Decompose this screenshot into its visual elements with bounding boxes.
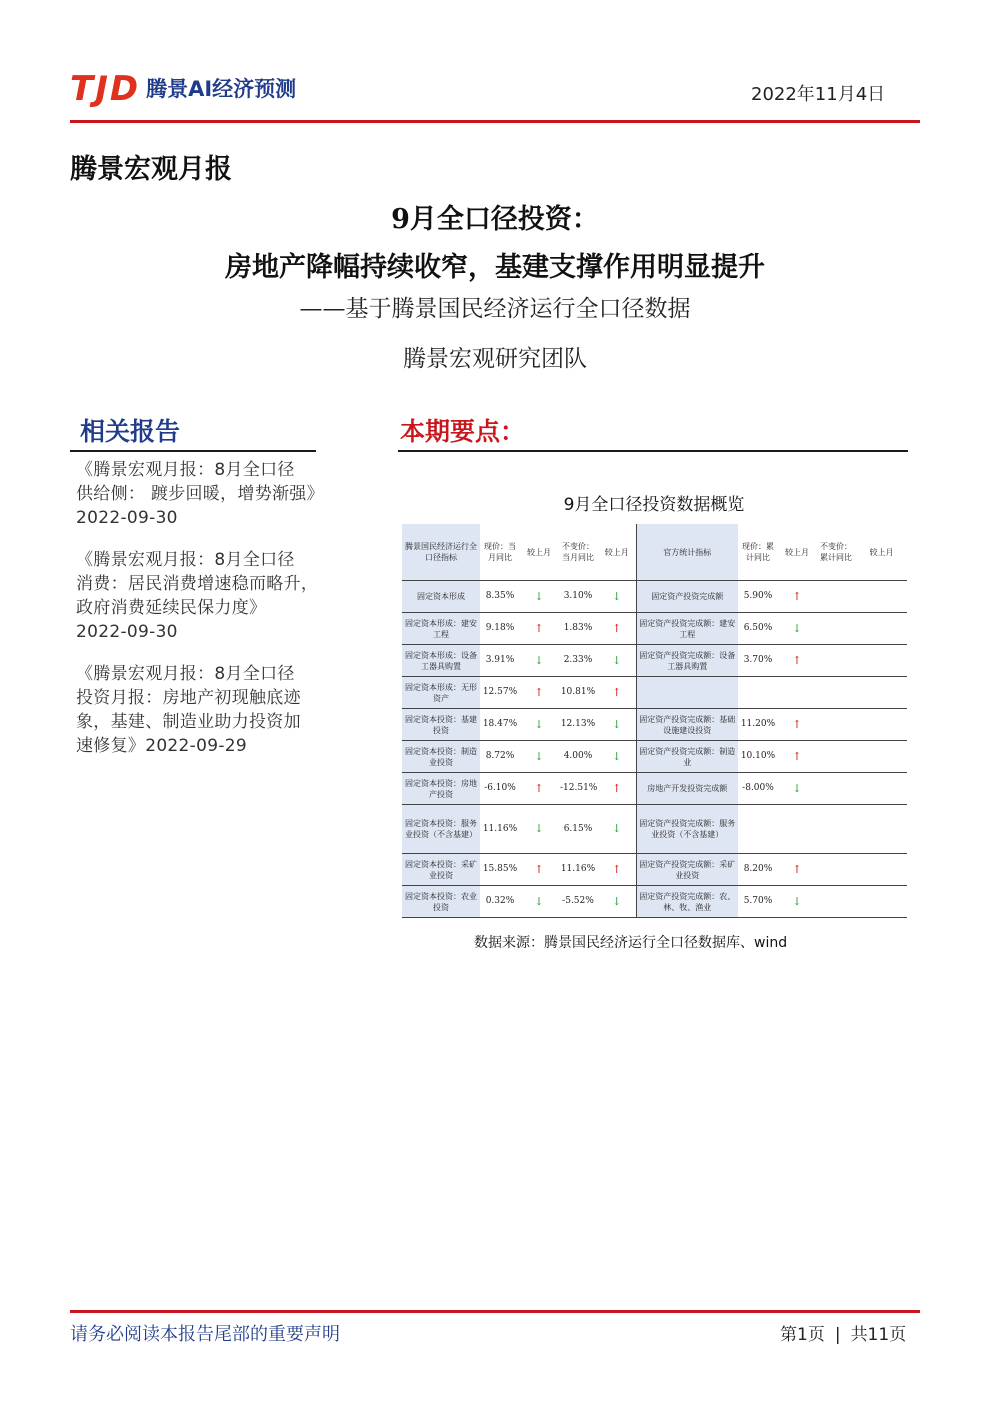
table-header-cell: 现价：累计同比: [738, 524, 778, 581]
logo-text: 腾景AI经济预测: [146, 77, 297, 101]
trend-cell: [856, 886, 907, 918]
trend-cell: [778, 886, 816, 918]
value-cell: [738, 677, 778, 709]
report-title-line: 《腾景宏观月报：8月全口径: [76, 664, 295, 684]
value-cell: -8.00%: [738, 773, 778, 805]
down-arrow-icon: ↓: [534, 653, 544, 667]
indicator-label-cell: 固定资产投资完成额：采矿业投资: [636, 854, 738, 886]
trend-cell: [520, 645, 558, 677]
trend-cell: [598, 581, 636, 613]
trend-cell: [520, 613, 558, 645]
indicator-label-cell: [636, 677, 738, 709]
table-header-cell: 腾景国民经济运行全口径指标: [402, 524, 480, 581]
value-cell: -12.51%: [558, 773, 598, 805]
trend-cell: [520, 677, 558, 709]
value-cell: 8.35%: [480, 581, 520, 613]
related-reports-list: [76, 458, 332, 776]
trend-cell: [778, 613, 816, 645]
report-title-line: 速修复》2022-09-29: [76, 736, 247, 756]
table-header-cell: 较上月: [778, 524, 816, 581]
value-cell: 8.72%: [480, 741, 520, 773]
trend-cell: [598, 773, 636, 805]
related-reports-heading: 相关报告: [80, 417, 181, 446]
value-cell: -6.10%: [480, 773, 520, 805]
value-cell: 18.47%: [480, 709, 520, 741]
down-arrow-icon: ↓: [534, 749, 544, 763]
page-separator: |: [834, 1325, 841, 1345]
page-total: 共11页: [850, 1325, 907, 1345]
related-report[interactable]: [76, 662, 332, 758]
up-arrow-icon: ↑: [612, 621, 622, 635]
trend-cell: [520, 805, 558, 854]
trend-cell: [598, 805, 636, 854]
trend-cell: [598, 886, 636, 918]
value-cell: 5.70%: [738, 886, 778, 918]
value-cell: [816, 773, 856, 805]
footer-divider: [70, 1310, 920, 1313]
up-arrow-icon: ↑: [792, 862, 802, 876]
table-row: [402, 854, 907, 886]
value-cell: 11.16%: [480, 805, 520, 854]
report-title-line: 《腾景宏观月报：8月全口径: [76, 550, 295, 570]
value-cell: 15.85%: [480, 854, 520, 886]
table-header-cell: 较上月: [520, 524, 558, 581]
table-row: [402, 886, 907, 918]
trend-cell: [856, 741, 907, 773]
value-cell: 12.13%: [558, 709, 598, 741]
report-title: 9月全口径投资：: [391, 204, 599, 235]
table-row: [402, 805, 907, 854]
value-cell: [816, 709, 856, 741]
down-arrow-icon: ↓: [792, 781, 802, 795]
report-date: 2022年11月4日: [751, 84, 886, 105]
value-cell: [738, 805, 778, 854]
trend-cell: [598, 709, 636, 741]
disclaimer-notice: 请务必阅读本报告尾部的重要声明: [70, 1324, 340, 1345]
series-title: 腾景宏观月报: [70, 154, 232, 185]
trend-cell: [856, 805, 907, 854]
table-row: [402, 613, 907, 645]
trend-cell: [778, 709, 816, 741]
up-arrow-icon: ↑: [612, 781, 622, 795]
trend-cell: [778, 581, 816, 613]
up-arrow-icon: ↑: [534, 862, 544, 876]
up-arrow-icon: ↑: [792, 653, 802, 667]
up-arrow-icon: ↑: [534, 781, 544, 795]
value-cell: 4.00%: [558, 741, 598, 773]
trend-cell: [778, 805, 816, 854]
table-header-cell: 现价：当月同比: [480, 524, 520, 581]
indicator-label-cell: 房地产开发投资完成额: [636, 773, 738, 805]
brand-logo: [70, 69, 297, 109]
indicator-label-cell: 固定资本投资：服务业投资（不含基建）: [402, 805, 480, 854]
trend-cell: [598, 854, 636, 886]
report-title-line: 政府消费延续民保力度》: [76, 598, 267, 618]
down-arrow-icon: ↓: [534, 894, 544, 908]
down-arrow-icon: ↓: [792, 621, 802, 635]
trend-cell: [598, 645, 636, 677]
indicator-label-cell: 固定资本形成: [402, 581, 480, 613]
page-indicator: [780, 1320, 906, 1345]
table-header-cell: 官方统计指标: [636, 524, 738, 581]
value-cell: 11.16%: [558, 854, 598, 886]
down-arrow-icon: ↓: [612, 653, 622, 667]
trend-cell: [856, 581, 907, 613]
value-cell: 10.10%: [738, 741, 778, 773]
trend-cell: [856, 773, 907, 805]
indicator-label-cell: 固定资产投资完成额：设备工器具购置: [636, 645, 738, 677]
table-header-row: [402, 524, 907, 581]
table-title: 9月全口径投资数据概览: [563, 495, 745, 515]
value-cell: [816, 645, 856, 677]
value-cell: -5.52%: [558, 886, 598, 918]
value-cell: 6.50%: [738, 613, 778, 645]
trend-cell: [598, 741, 636, 773]
trend-cell: [520, 854, 558, 886]
down-arrow-icon: ↓: [612, 894, 622, 908]
value-cell: 10.81%: [558, 677, 598, 709]
table-header-cell: 不变价：当月同比: [558, 524, 598, 581]
value-cell: [816, 581, 856, 613]
table-row: [402, 677, 907, 709]
table-header-cell: 较上月: [598, 524, 636, 581]
indicator-label-cell: 固定资产投资完成额：服务业投资（不含基建）: [636, 805, 738, 854]
report-title-line: 《腾景宏观月报：8月全口径: [76, 460, 295, 480]
indicator-label-cell: 固定资产投资完成额：基础设施建设投资: [636, 709, 738, 741]
report-title-line: 消费：居民消费增速稳而略升，: [76, 574, 319, 594]
trend-cell: [778, 854, 816, 886]
value-cell: 3.91%: [480, 645, 520, 677]
value-cell: [816, 741, 856, 773]
header-divider: [70, 120, 920, 123]
key-points-heading: 本期要点：: [400, 417, 526, 446]
down-arrow-icon: ↓: [612, 822, 622, 835]
trend-cell: [856, 613, 907, 645]
trend-cell: [520, 773, 558, 805]
investment-overview-table: [402, 524, 907, 918]
value-cell: [816, 613, 856, 645]
report-date: 2022-09-30: [76, 508, 178, 528]
report-headline: 房地产降幅持续收窄，基建支撑作用明显提升: [225, 252, 765, 283]
value-cell: [816, 805, 856, 854]
table-row: [402, 709, 907, 741]
trend-cell: [778, 677, 816, 709]
logo-mark: TJD: [70, 69, 141, 109]
trend-cell: [520, 581, 558, 613]
value-cell: [816, 677, 856, 709]
table-header-cell: 较上月: [856, 524, 907, 581]
trend-cell: [856, 854, 907, 886]
value-cell: [816, 886, 856, 918]
indicator-label-cell: 固定资本形成：建安工程: [402, 613, 480, 645]
trend-cell: [856, 709, 907, 741]
indicator-label-cell: 固定资本形成：无形资产: [402, 677, 480, 709]
related-report[interactable]: [76, 458, 332, 530]
value-cell: 6.15%: [558, 805, 598, 854]
author-team: 腾景宏观研究团队: [403, 346, 587, 372]
down-arrow-icon: ↓: [534, 717, 544, 731]
up-arrow-icon: ↑: [534, 685, 544, 699]
page-number: 第1页: [780, 1325, 825, 1345]
up-arrow-icon: ↑: [792, 749, 802, 763]
value-cell: 12.57%: [480, 677, 520, 709]
indicator-label-cell: 固定资产投资完成额：制造业: [636, 741, 738, 773]
trend-cell: [778, 741, 816, 773]
report-date: 2022-09-30: [76, 622, 178, 642]
down-arrow-icon: ↓: [534, 589, 544, 603]
trend-cell: [778, 773, 816, 805]
sidebar-divider: [70, 450, 316, 452]
key-points-divider: [398, 450, 908, 452]
report-subtitle: ——基于腾景国民经济运行全口径数据: [299, 296, 691, 322]
trend-cell: [598, 613, 636, 645]
down-arrow-icon: ↓: [792, 894, 802, 908]
trend-cell: [856, 677, 907, 709]
indicator-label-cell: 固定资本投资：制造业投资: [402, 741, 480, 773]
value-cell: 1.83%: [558, 613, 598, 645]
value-cell: 9.18%: [480, 613, 520, 645]
data-source-note: 数据来源：腾景国民经济运行全口径数据库、wind: [474, 935, 788, 951]
up-arrow-icon: ↑: [612, 685, 622, 699]
table-row: [402, 645, 907, 677]
table-row: [402, 741, 907, 773]
table-row: [402, 773, 907, 805]
indicator-label-cell: 固定资产投资完成额：农、林、牧、渔业: [636, 886, 738, 918]
report-title-line: 投资月报：房地产初现触底迹: [76, 688, 301, 708]
trend-cell: [598, 677, 636, 709]
value-cell: 3.70%: [738, 645, 778, 677]
down-arrow-icon: ↓: [612, 717, 622, 731]
value-cell: 0.32%: [480, 886, 520, 918]
related-report[interactable]: [76, 548, 332, 644]
report-title-line: 供给侧： 踱步回暖，增势渐强》: [76, 484, 324, 504]
trend-cell: [520, 886, 558, 918]
value-cell: 2.33%: [558, 645, 598, 677]
up-arrow-icon: ↑: [792, 717, 802, 731]
indicator-label-cell: 固定资本形成：设备工器具购置: [402, 645, 480, 677]
trend-cell: [856, 645, 907, 677]
value-cell: 11.20%: [738, 709, 778, 741]
down-arrow-icon: ↓: [534, 822, 544, 835]
indicator-label-cell: 固定资本投资：农业投资: [402, 886, 480, 918]
title-block: [70, 200, 920, 376]
trend-cell: [520, 709, 558, 741]
indicator-label-cell: 固定资本投资：采矿业投资: [402, 854, 480, 886]
trend-cell: [778, 645, 816, 677]
report-title-line: 象，基建、制造业助力投资加: [76, 712, 301, 732]
trend-cell: [520, 741, 558, 773]
indicator-label-cell: 固定资产投资完成额: [636, 581, 738, 613]
table-row: [402, 581, 907, 613]
indicator-label-cell: 固定资本投资：基建投资: [402, 709, 480, 741]
table-header-cell: 不变价：累计同比: [816, 524, 856, 581]
value-cell: 5.90%: [738, 581, 778, 613]
indicator-label-cell: 固定资本投资：房地产投资: [402, 773, 480, 805]
down-arrow-icon: ↓: [612, 749, 622, 763]
value-cell: [816, 854, 856, 886]
up-arrow-icon: ↑: [534, 621, 544, 635]
down-arrow-icon: ↓: [612, 589, 622, 603]
up-arrow-icon: ↑: [792, 589, 802, 603]
value-cell: 8.20%: [738, 854, 778, 886]
up-arrow-icon: ↑: [612, 862, 622, 876]
indicator-label-cell: 固定资产投资完成额：建安工程: [636, 613, 738, 645]
value-cell: 3.10%: [558, 581, 598, 613]
